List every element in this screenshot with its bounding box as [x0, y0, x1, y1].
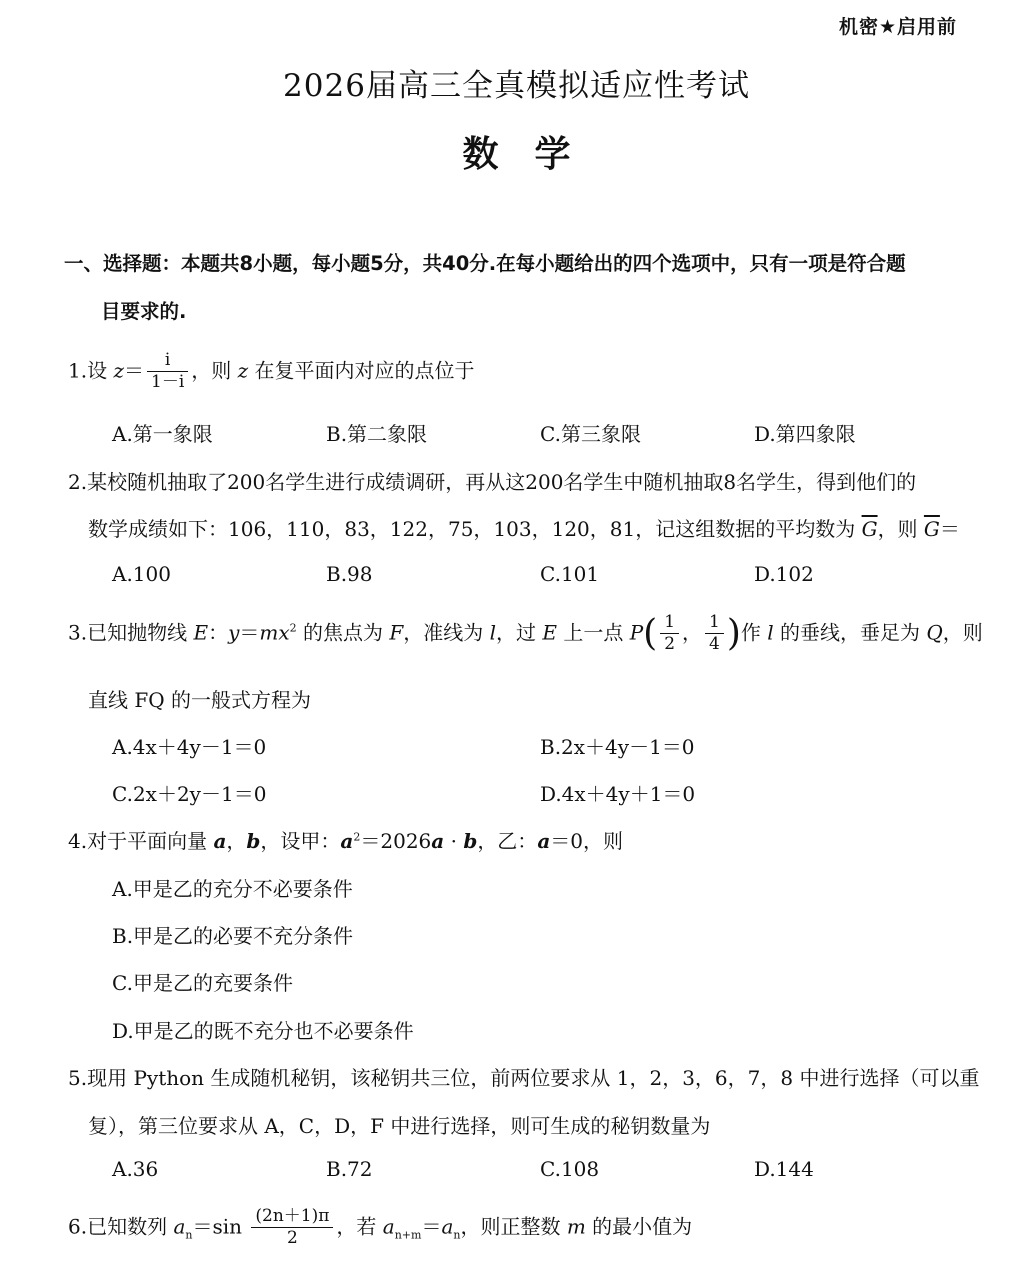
- section-heading-line2: 目要求的.: [101, 300, 187, 323]
- question-2-line2: [88, 513, 960, 542]
- confidential-mark: 机密★启用前: [838, 16, 957, 38]
- q3-text: 作: [740, 620, 768, 645]
- q3-option-a: A.4x＋4y－1＝0: [112, 735, 267, 759]
- q3-text: ：: [208, 620, 229, 645]
- q3-text: ，过: [496, 620, 543, 645]
- q1-frac-num: i: [164, 350, 171, 370]
- q4-vector: b: [463, 829, 478, 853]
- q6-subscript: n: [453, 1228, 461, 1242]
- q3-text: ，则: [942, 620, 983, 645]
- question-5-line1: 5.现用 Python 生成随机秘钥，该秘钥共三位，前两位要求从 1，2，3，6，7，8 中进行选择（可以重: [68, 1066, 980, 1090]
- q3-var: l: [489, 620, 496, 645]
- q1-var: z: [237, 358, 249, 383]
- q6-text: 的最小值为: [585, 1214, 693, 1239]
- q6-text: 6.已知数列: [68, 1214, 174, 1239]
- q1-var: z: [113, 358, 124, 383]
- q3-fraction-x: [660, 612, 679, 656]
- question-5-line2: 复），第三位要求从 A，C，D，F 中进行选择，则可生成的秘钥数量为: [88, 1114, 711, 1138]
- q6-var: a: [173, 1214, 186, 1239]
- right-paren: ): [726, 612, 741, 654]
- q6-text: ，则正整数: [460, 1214, 567, 1239]
- q1-option-a: A.第一象限: [112, 422, 213, 446]
- q4-vector: a: [340, 829, 354, 853]
- q1-eq: ＝: [124, 358, 144, 383]
- q1-text: 1.设: [68, 358, 114, 383]
- q5-option-d: D.144: [754, 1157, 814, 1181]
- q3-var: mx: [259, 620, 290, 645]
- q6-subscript: n: [185, 1228, 193, 1242]
- q3-text: ，准线为: [403, 620, 490, 645]
- q4-text: ＝2026: [360, 829, 432, 853]
- q4-text: ，乙：: [477, 829, 538, 853]
- q6-text: ，若: [336, 1214, 383, 1239]
- q2-mean-symbol: $\overline{G}$: [923, 517, 940, 541]
- q4-vector: b: [246, 829, 261, 853]
- q3-var: F: [389, 620, 404, 645]
- q5-option-b: B.72: [326, 1157, 373, 1181]
- subject-title: 数 学: [462, 134, 571, 175]
- q6-var: m: [566, 1214, 586, 1239]
- frac-num: 1: [709, 612, 720, 632]
- q2-option-b: B.98: [326, 562, 373, 586]
- frac-den: 2: [251, 1227, 333, 1249]
- q2-text: 数学成绩如下：106，110，83，122，75，103，120，81，记这组数据的平均数为: [88, 517, 862, 541]
- q3-var: P: [629, 620, 644, 645]
- question-4: [68, 825, 623, 854]
- q1-option-d: D.第四象限: [754, 422, 856, 446]
- q6-text: ＝sin: [192, 1214, 249, 1239]
- q3-var: E: [542, 620, 557, 645]
- q4-superscript: 2: [353, 830, 361, 844]
- q6-var: a: [441, 1214, 454, 1239]
- left-paren: (: [643, 612, 658, 654]
- q4-vector: a: [213, 829, 227, 853]
- q1-fraction: [147, 350, 188, 394]
- q3-text: ，: [682, 620, 703, 645]
- q4-option-c: C.甲是乙的充要条件: [112, 971, 293, 995]
- q4-vector: a: [537, 829, 551, 853]
- q3-superscript: 2: [289, 621, 297, 635]
- q2-option-d: D.102: [754, 562, 814, 586]
- q3-option-b: B.2x＋4y－1＝0: [540, 735, 695, 759]
- q3-text: 的焦点为: [296, 620, 390, 645]
- q6-subscript: n+m: [394, 1228, 422, 1242]
- q4-text: 4.对于平面向量: [68, 829, 214, 853]
- q1-frac-den: 1－i: [147, 371, 188, 393]
- q3-var: Q: [926, 620, 943, 645]
- question-3-line2: 直线 FQ 的一般式方程为: [88, 688, 311, 712]
- q3-option-c: C.2x＋2y－1＝0: [112, 782, 267, 806]
- q3-text: 上一点: [556, 620, 630, 645]
- q3-option-d: D.4x＋4y＋1＝0: [540, 782, 696, 806]
- q4-text: ·: [444, 829, 464, 853]
- q4-vector: a: [431, 829, 445, 853]
- q1-text: ，则: [191, 358, 238, 383]
- q2-text: ＝: [939, 517, 960, 541]
- q5-option-a: A.36: [112, 1157, 159, 1181]
- frac-num: 1: [664, 612, 676, 632]
- question-3-line1: [68, 612, 983, 656]
- q4-text: ，: [226, 829, 247, 853]
- q2-text: ，则: [877, 517, 924, 541]
- q4-text: ＝0，则: [550, 829, 624, 853]
- exam-title: 2026届高三全真模拟适应性考试: [283, 68, 750, 104]
- q6-var: a: [382, 1214, 395, 1239]
- question-2-line1: 2.某校随机抽取了200名学生进行成绩调研，再从这200名学生中随机抽取8名学生，得到他们的: [68, 470, 917, 494]
- q1-option-b: B.第二象限: [326, 422, 428, 446]
- frac-num: (2n＋1)π: [255, 1206, 330, 1226]
- q4-option-a: A.甲是乙的充分不必要条件: [112, 877, 353, 901]
- q3-text: 3.已知抛物线: [68, 620, 194, 645]
- q3-var: E: [193, 620, 209, 645]
- q3-text: 的垂线，垂足为: [773, 620, 927, 645]
- q3-var: y: [228, 620, 240, 645]
- q2-mean-symbol: $\overline{G}$: [861, 517, 878, 541]
- question-6: [68, 1206, 692, 1250]
- q3-text: ＝: [239, 620, 260, 645]
- question-1: [68, 350, 475, 394]
- section-heading-line1: 一、选择题：本题共8小题，每小题5分，共40分.在每小题给出的四个选项中，只有一项是符合题: [64, 252, 906, 275]
- q5-option-c: C.108: [540, 1157, 600, 1181]
- q1-text: 在复平面内对应的点位于: [248, 358, 475, 383]
- q3-fraction-y: [705, 612, 724, 656]
- q2-option-a: A.100: [112, 562, 171, 586]
- q6-fraction: [251, 1206, 333, 1250]
- q1-option-c: C.第三象限: [540, 422, 641, 446]
- q4-option-b: B.甲是乙的必要不充分条件: [112, 924, 354, 948]
- q2-option-c: C.101: [540, 562, 600, 586]
- q4-option-d: D.甲是乙的既不充分也不必要条件: [112, 1019, 414, 1043]
- q3-var: l: [767, 620, 774, 645]
- q6-text: ＝: [421, 1214, 442, 1239]
- q4-text: ，设甲：: [260, 829, 341, 853]
- frac-den: 2: [660, 633, 679, 655]
- frac-den: 4: [705, 633, 724, 655]
